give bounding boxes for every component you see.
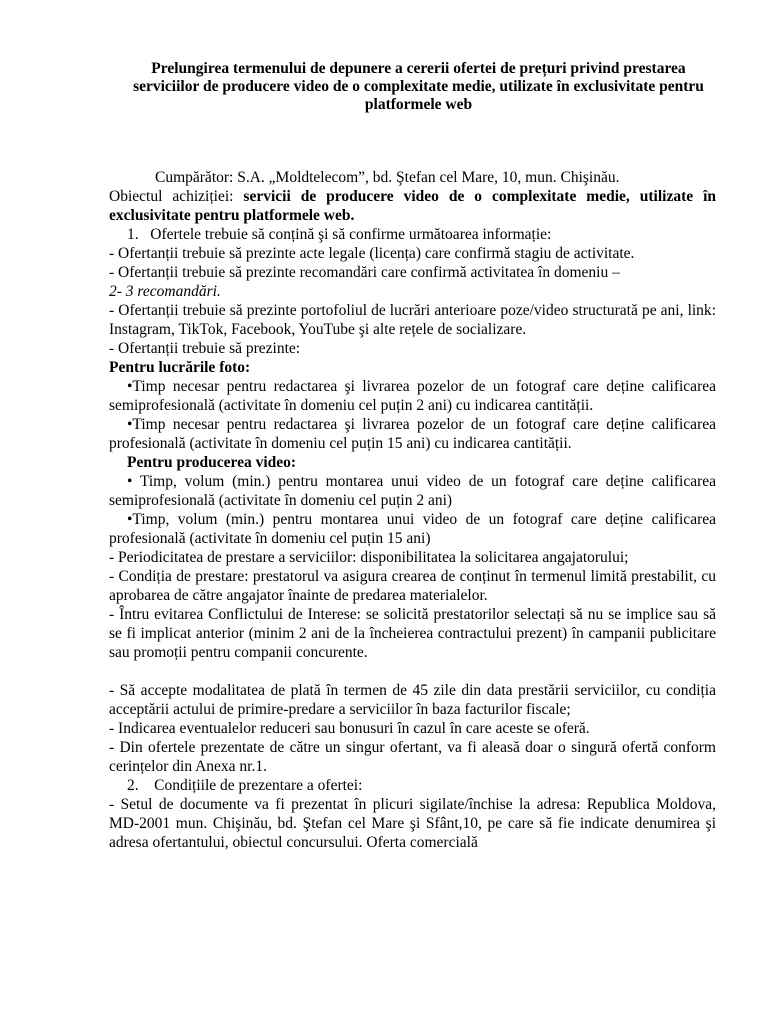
object-label: Obiectul achiziției: (109, 188, 244, 205)
paragraph-gap (109, 662, 716, 681)
conflict-of-interest-line: - Întru evitarea Conflictului de Interese: se solicită prestatorilor selectați să nu se implice sau să se fi implicat anterior (minim 2 ani de la încheierea contractului prezent) în campanii publicitare sau promoții pentru companii concurente. (109, 606, 716, 661)
periodicity-line: - Periodicitatea de prestare a serviciilor: disponibilitatea la solicitarea angajatorului; (109, 549, 629, 566)
single-offer-line: - Din ofertele prezentate de către un singur ofertant, va fi aleasă doar o singură ofertă conform cerințelor din Anexa nr.1. (109, 739, 716, 775)
documents-line: - Setul de documente va fi prezentat în plicuri sigilate/închise la adresa: Republica Moldova, MD-2001 mun. Chişinău, bd. Ştefan cel Mare şi Sfânt,10, pe care să fie indicate denumirea şi adresa ofertantului, obiectul concursului. Oferta comercială (109, 796, 716, 851)
video-item-professional: •Timp, volum (min.) pentru montarea unui video de un fotograf care deține calificarea profesională (activitate în domeniu cel puțin 15 ani) (109, 511, 716, 547)
requirement-licenses: - Ofertanții trebuie să prezinte acte legale (licența) care confirmă stagiu de activitate. (109, 245, 635, 262)
video-item-semiprofessional: • Timp, volum (min.) pentru montarea unui video de un fotograf care deține calificarea semiprofesională (activitate în domeniu cel puțin 2 ani) (109, 473, 716, 509)
document-page (109, 60, 716, 852)
payment-line: - Să accepte modalitatea de plată în termen de 45 zile din data prestării serviciilor, cu condiția acceptării actului de primire-predare a serviciilor în baza facturilor fiscale; (109, 682, 716, 718)
document-title: Prelungirea termenului de depunere a cererii ofertei de prețuri privind prestarea serviciilor de producere video de o complexitate medie, utilizate în exclusivitate pentru platformele web (133, 60, 704, 113)
video-heading: Pentru producerea video: (127, 454, 297, 471)
section-2-heading: 2. Condițiile de prezentare a ofertei: (127, 777, 363, 794)
buyer-line: Cumpărător: S.A. „Moldtelecom”, bd. Ştefan cel Mare, 10, mun. Chişinău. (155, 169, 620, 186)
photo-item-semiprofessional: •Timp necesar pentru redactarea şi livrarea pozelor de un fotograf care deține calificarea semiprofesională (activitate în domeniu cel puțin 2 ani) cu indicarea cantității. (109, 378, 716, 414)
object-line (109, 187, 716, 225)
requirement-present: - Ofertanții trebuie să prezinte: (109, 340, 301, 357)
document-body (109, 168, 716, 852)
requirement-recommendations: - Ofertanții trebuie să prezinte recomandări care confirmă activitatea în domeniu – (109, 264, 620, 281)
photo-heading: Pentru lucrările foto: (109, 359, 251, 376)
requirement-portfolio: - Ofertanții trebuie să prezinte portofoliul de lucrări anterioare poze/video structurată pe ani, link: Instagram, TikTok, Facebook, YouTube şi alte rețele de socializare. (109, 302, 716, 338)
discounts-line: - Indicarea eventualelor reduceri sau bonusuri în cazul în care aceste se oferă. (109, 720, 590, 737)
condition-line: - Condiția de prestare: prestatorul va asigura crearea de conținut în termenul limită prestabilit, cu aprobarea de către angajator înainte de predarea materialelor. (109, 568, 716, 604)
requirement-recommendations-count: 2- 3 recomandări. (109, 283, 221, 300)
object-value: servicii de producere video de o complexitate medie, utilizate în exclusivitate pentru platformele web. (109, 188, 716, 224)
section-1-heading: 1. Ofertele trebuie să conțină şi să confirme următoarea informație: (127, 226, 552, 243)
photo-item-professional: •Timp necesar pentru redactarea şi livrarea pozelor de un fotograf care deține calificarea profesională (activitate în domeniu cel puțin 15 ani) cu indicarea cantității. (109, 416, 716, 452)
